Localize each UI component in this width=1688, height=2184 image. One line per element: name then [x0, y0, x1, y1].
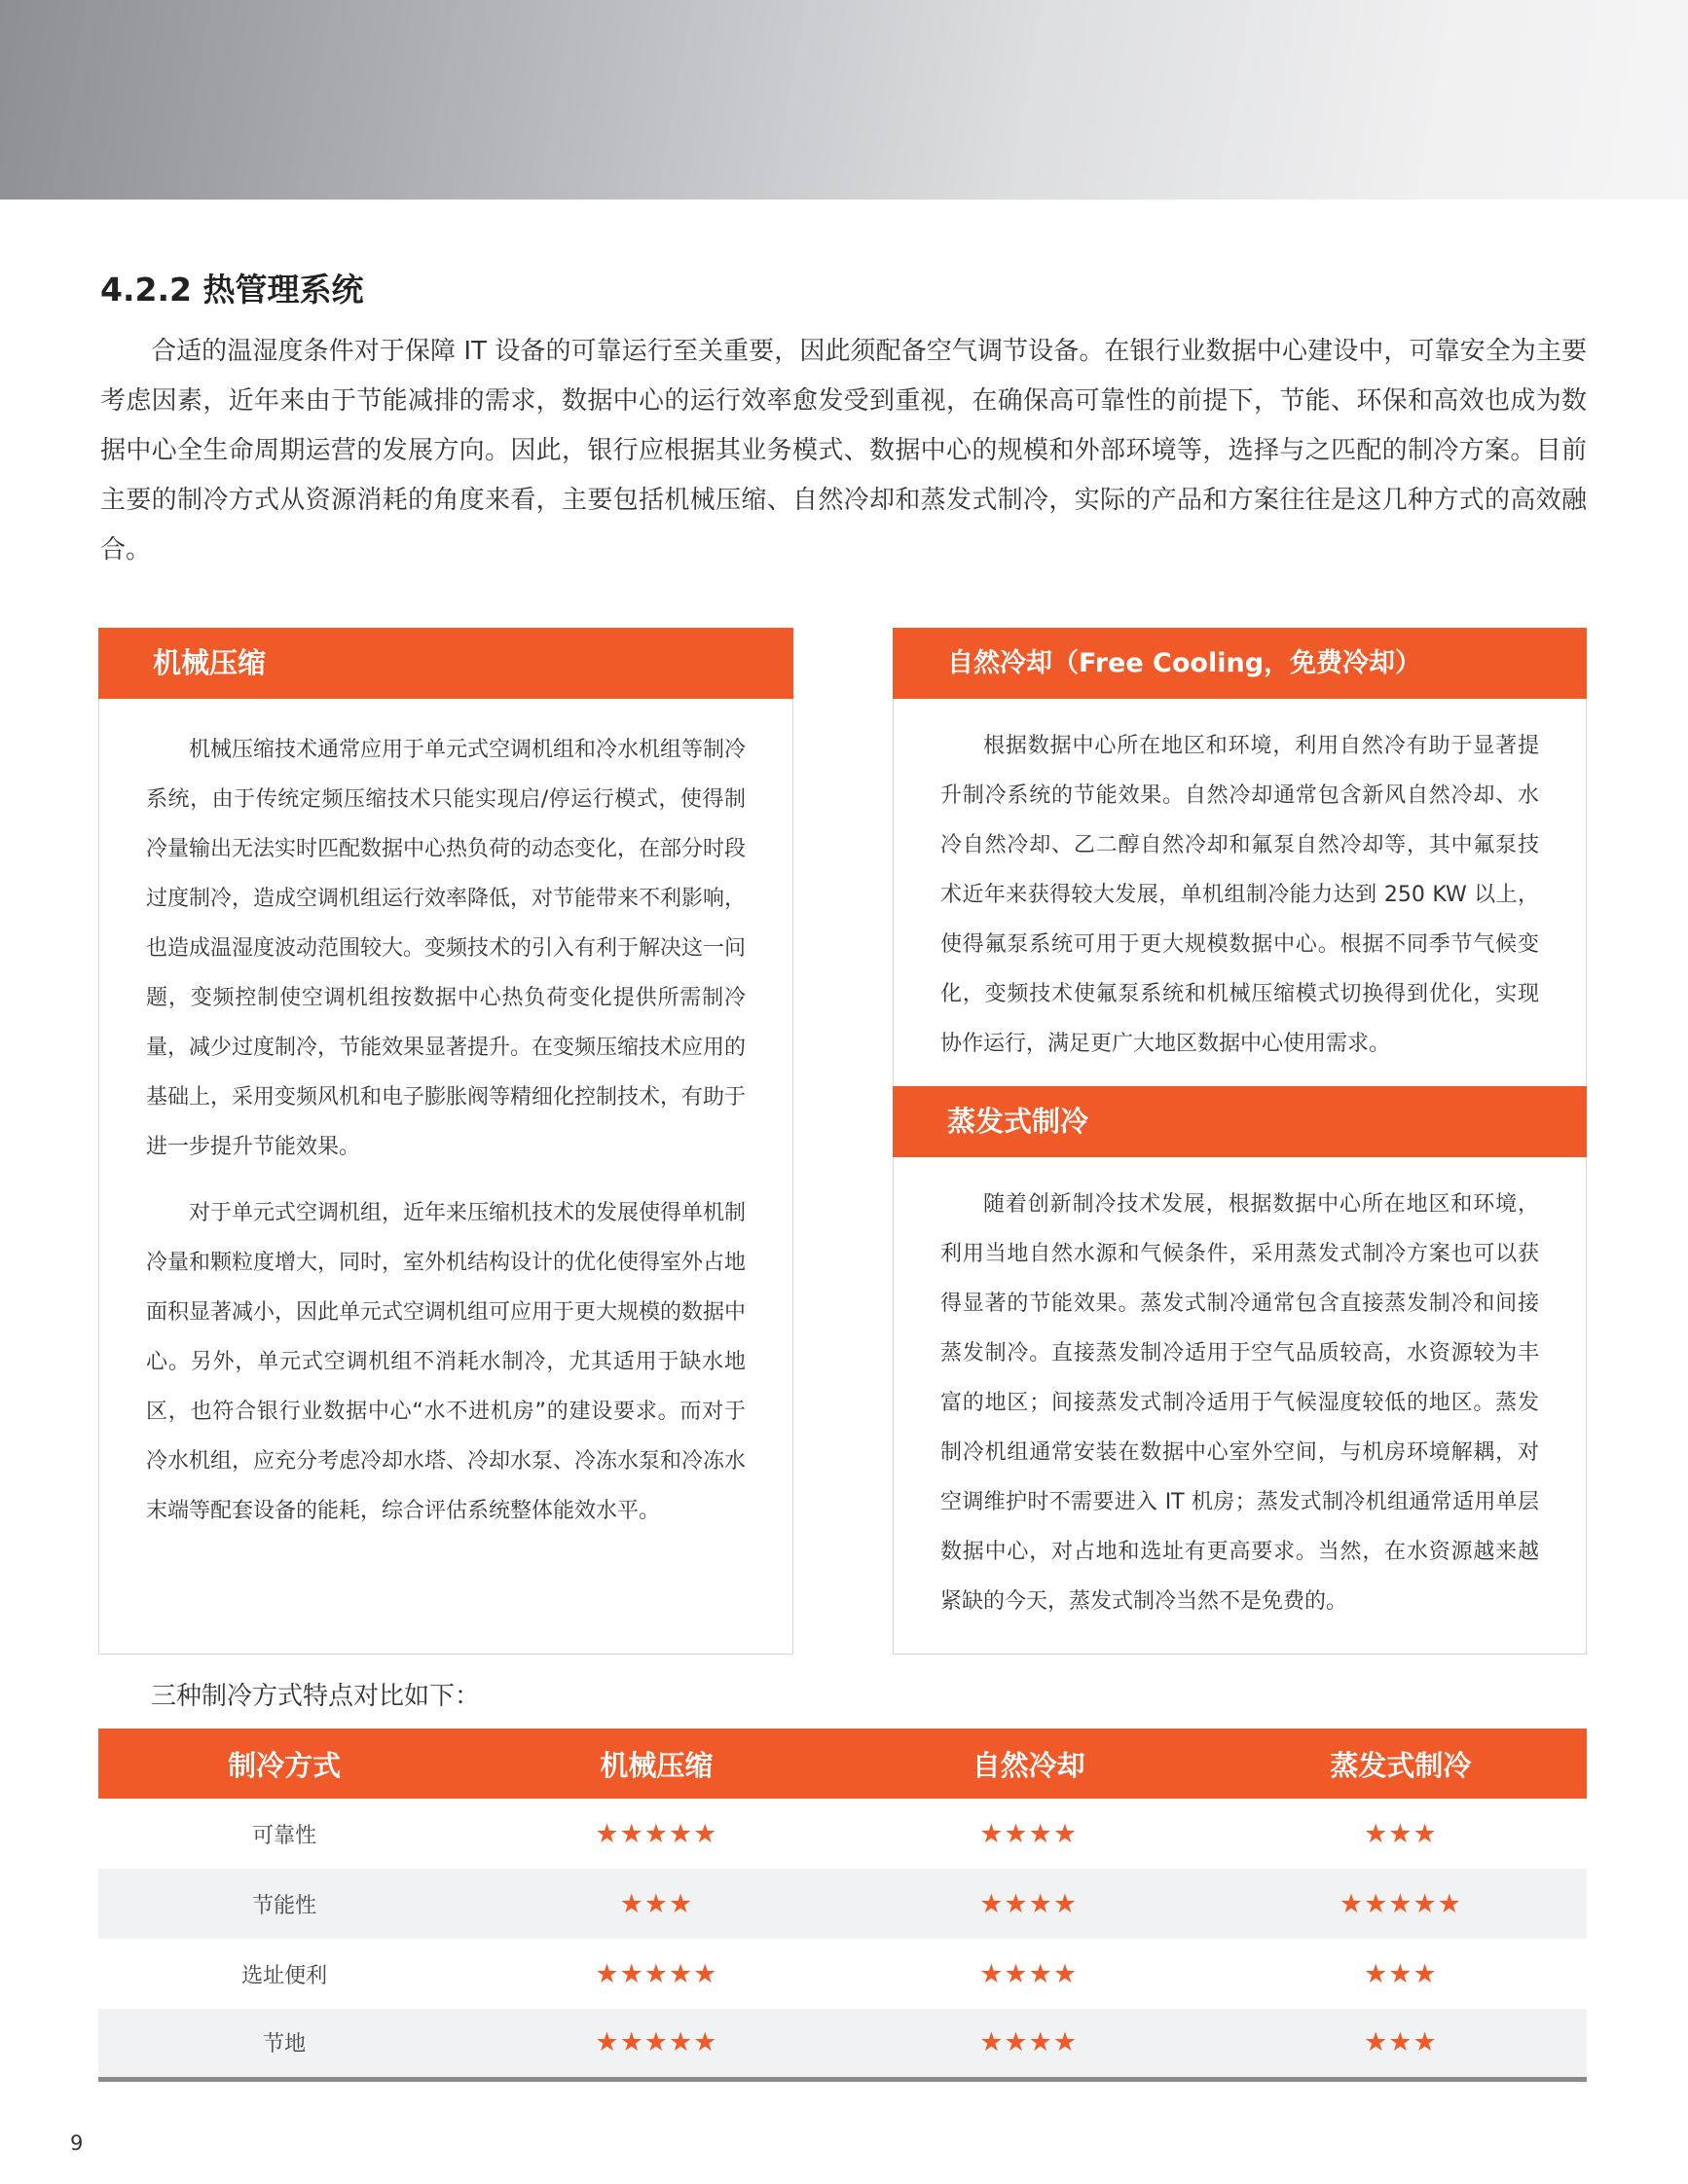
star-rating: ★★★★★ — [595, 1958, 718, 1989]
mechanical-compression-box — [98, 628, 793, 1655]
star-rating: ★★★★★ — [470, 2009, 842, 2079]
column-header: 自然冷却 — [843, 1729, 1215, 1799]
table-row — [98, 1939, 1587, 2009]
star-rating: ★★★ — [1364, 1958, 1438, 1989]
star-rating: ★★★ — [1364, 1818, 1438, 1849]
row-label: 节地 — [98, 2009, 470, 2079]
comparison-table — [98, 1729, 1587, 2082]
row-label: 节能性 — [98, 1869, 470, 1939]
section-title: 4.2.2 热管理系统 — [100, 271, 364, 309]
box-title: 自然冷却（Free Cooling，免费冷却） — [893, 628, 1587, 699]
column-header: 制冷方式 — [98, 1729, 470, 1799]
star-rating: ★★★ — [470, 1869, 842, 1939]
page-number: 9 — [70, 2131, 84, 2155]
box-title: 机械压缩 — [98, 628, 793, 699]
free-cooling-box — [893, 628, 1587, 1655]
star-rating: ★★★★ — [843, 2009, 1215, 2079]
table-row — [98, 1869, 1587, 1939]
star-rating: ★★★★★ — [1215, 1869, 1587, 1939]
star-rating: ★★★★ — [843, 1869, 1215, 1939]
row-label: 选址便利 — [241, 1963, 328, 1988]
table-row — [98, 1799, 1587, 1869]
column-header: 机械压缩 — [470, 1729, 842, 1799]
star-rating: ★★★ — [1215, 2009, 1587, 2079]
box-paragraph: 对于单元式空调机组，近年来压缩机技术的发展使得单机制冷量和颗粒度增大，同时，室外机结构设计的优化使得室外占地面积显著减小，因此单元式空调机组可应用于更大规模的数据中心。另外，单元式空调机组不消耗水制冷，尤其适用于缺水地区，也符合银行业数据中心“水不进机房”的建设要求。而对于冷水机组，应充分考虑冷却水塔、冷却水泵、冷冻水泵和冷冻水末端等配套设备的能耗，综合评估系统整体能效水平。 — [146, 1201, 747, 1523]
star-rating: ★★★★★ — [595, 1818, 718, 1849]
table-row — [98, 2009, 1587, 2079]
box-paragraph: 根据数据中心所在地区和环境，利用自然冷有助于显著提升制冷系统的节能效果。自然冷却通常包含新风自然冷却、水冷自然冷却、乙二醇自然冷却和氟泵自然冷却等，其中氟泵技术近年来获得较大发展，单机组制冷能力达到 250 KW 以上，使得氟泵系统可用于更大规模数据中心。根据不同季节气候变化，变频技术使氟泵系统和机械压缩模式切换得到优化，实现协作运行，满足更广大地区数据中心使用需求。 — [940, 734, 1539, 1056]
star-rating: ★★★★ — [979, 1958, 1079, 1989]
box-paragraph: 随着创新制冷技术发展，根据数据中心所在地区和环境，利用当地自然水源和气候条件，采用蒸发式制冷方案也可以获得显著的节能效果。蒸发式制冷通常包含直接蒸发制冷和间接蒸发制冷。直接蒸发制冷适用于空气品质较高，水资源较为丰富的地区；间接蒸发式制冷适用于气候湿度较低的地区。蒸发制冷机组通常安装在数据中心室外空间，与机房环境解耦，对空调维护时不需要进入 IT 机房；蒸发式制冷机组通常适用单层数据中心，对占地和选址有更高要求。当然，在水资源越来越紧缺的今天，蒸发式制冷当然不是免费的。 — [940, 1192, 1539, 1614]
star-rating: ★★★★ — [979, 1818, 1079, 1849]
header-banner — [0, 0, 1688, 200]
table-lead-text: 三种制冷方式特点对比如下： — [151, 1682, 481, 1711]
row-label: 可靠性 — [252, 1823, 317, 1848]
box-paragraph: 机械压缩技术通常应用于单元式空调机组和冷水机组等制冷系统，由于传统定频压缩技术只能实现启/停运行模式，使得制冷量输出无法实时匹配数据中心热负荷的动态变化，在部分时段过度制冷，造成空调机组运行效率降低，对节能带来不利影响，也造成温湿度波动范围较大。变频技术的引入有利于解决这一问题，变频控制使空调机组按数据中心热负荷变化提供所需制冷量，减少过度制冷，节能效果显著提升。在变频压缩技术应用的基础上，采用变频风机和电子膨胀阀等精细化控制技术，有助于进一步提升节能效果。 — [146, 738, 747, 1159]
intro-paragraph: 合适的温湿度条件对于保障 IT 设备的可靠运行至关重要，因此须配备空气调节设备。在银行业数据中心建设中，可靠安全为主要考虑因素，近年来由于节能减排的需求，数据中心的运行效率愈发受到重视，在确保高可靠性的前提下，节能、环保和高效也成为数据中心全生命周期运营的发展方向。因此，银行应根据其业务模式、数据中心的规模和外部环境等，选择与之匹配的制冷方案。目前主要的制冷方式从资源消耗的角度来看，主要包括机械压缩、自然冷却和蒸发式制冷，实际的产品和方案往往是这几种方式的高效融合。 — [100, 337, 1587, 564]
box-title: 蒸发式制冷 — [893, 1086, 1587, 1157]
column-header: 蒸发式制冷 — [1215, 1729, 1587, 1799]
